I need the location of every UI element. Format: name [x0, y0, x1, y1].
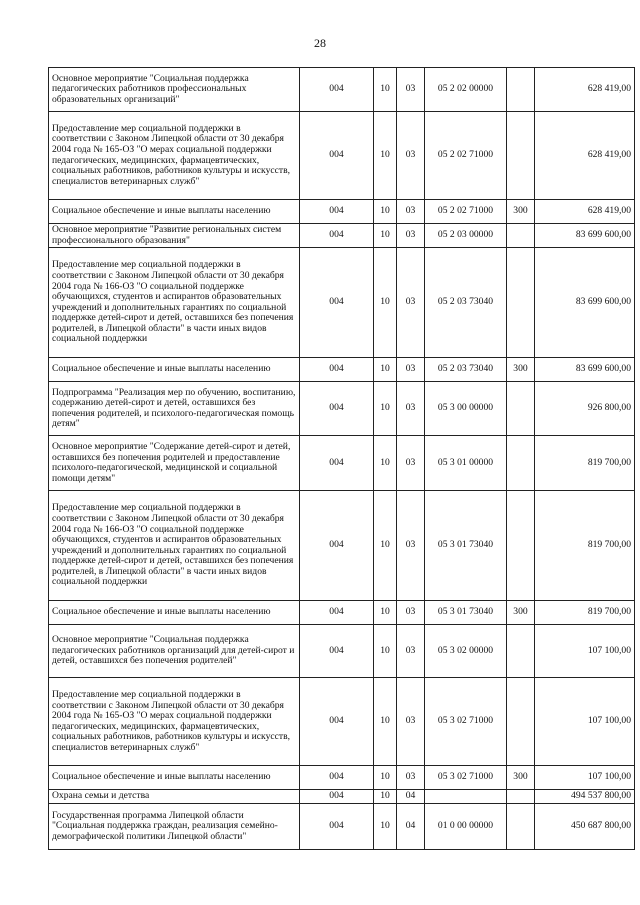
table-row: [49, 436, 635, 491]
row-name: Предоставление мер социальной поддержки в соответствии с Законом Липецкой области от 30 декабря 2004 года № 166-ОЗ "О социальной поддержке обучающихся, студентов и аспирантов образовательных учреждений и дополнительных гарантиях по социальной поддержке детей-сирот и детей, оставшихся без попечения родителей, в Липецкой области" в части иных видов социальной поддержки: [49, 491, 300, 601]
amount: 819 700,00: [535, 436, 635, 491]
grbs-code: 004: [300, 678, 374, 766]
target-article-code: 05 3 01 73040: [425, 491, 507, 601]
subsection-code: 03: [397, 68, 425, 112]
target-article-code: 05 2 03 73040: [425, 248, 507, 358]
section-code: 10: [374, 200, 397, 224]
section-code: 10: [374, 382, 397, 436]
amount: 628 419,00: [535, 68, 635, 112]
section-code: 10: [374, 678, 397, 766]
row-name: Предоставление мер социальной поддержки в соответствии с Законом Липецкой области от 30 декабря 2004 года № 165-ОЗ "О мерах социальной поддержки педагогических, медицинских, фармацевтических, социальных работников, работников культуры и искусств, специалистов ветеринарных служб": [49, 678, 300, 766]
table-row: [49, 382, 635, 436]
grbs-code: 004: [300, 601, 374, 625]
target-article-code: 05 2 03 00000: [425, 224, 507, 248]
target-article-code: 05 3 01 00000: [425, 436, 507, 491]
section-code: 10: [374, 766, 397, 790]
row-name: Государственная программа Липецкой области "Социальная поддержка граждан, реализация семейно-демографической политики Липецкой области": [49, 804, 300, 850]
row-name: Социальное обеспечение и иные выплаты населению: [49, 200, 300, 224]
table-row: [49, 790, 635, 804]
grbs-code: 004: [300, 790, 374, 804]
section-code: 10: [374, 625, 397, 678]
target-article-code: [425, 790, 507, 804]
row-name: Основное мероприятие "Социальная поддержка педагогических работников организаций для детей-сирот и детей, оставшихся без попечения родителей": [49, 625, 300, 678]
subsection-code: 03: [397, 248, 425, 358]
expense-type-code: [507, 382, 535, 436]
row-name: Социальное обеспечение и иные выплаты населению: [49, 358, 300, 382]
table-row: [49, 678, 635, 766]
grbs-code: 004: [300, 112, 374, 200]
amount: 107 100,00: [535, 625, 635, 678]
section-code: 10: [374, 224, 397, 248]
grbs-code: 004: [300, 625, 374, 678]
section-code: 10: [374, 112, 397, 200]
table-row: [49, 625, 635, 678]
section-code: 10: [374, 790, 397, 804]
amount: 628 419,00: [535, 200, 635, 224]
expense-type-code: [507, 112, 535, 200]
expense-type-code: [507, 68, 535, 112]
target-article-code: 05 3 01 73040: [425, 601, 507, 625]
subsection-code: 03: [397, 601, 425, 625]
table-row: [49, 112, 635, 200]
subsection-code: 04: [397, 804, 425, 850]
table-row: [49, 224, 635, 248]
grbs-code: 004: [300, 766, 374, 790]
expense-type-code: 300: [507, 200, 535, 224]
expense-type-code: 300: [507, 766, 535, 790]
amount: 628 419,00: [535, 112, 635, 200]
amount: 83 699 600,00: [535, 358, 635, 382]
page-number: 28: [314, 36, 326, 50]
table-row: [49, 68, 635, 112]
subsection-code: 03: [397, 200, 425, 224]
row-name: Предоставление мер социальной поддержки в соответствии с Законом Липецкой области от 30 декабря 2004 года № 165-ОЗ "О мерах социальной поддержки педагогических, медицинских, фармацевтических, социальных работников, работников культуры и искусств, специалистов ветеринарных служб": [49, 112, 300, 200]
grbs-code: 004: [300, 436, 374, 491]
row-name: Социальное обеспечение и иные выплаты населению: [49, 766, 300, 790]
section-code: 10: [374, 601, 397, 625]
grbs-code: 004: [300, 224, 374, 248]
table-row: [49, 804, 635, 850]
subsection-code: 03: [397, 382, 425, 436]
grbs-code: 004: [300, 804, 374, 850]
target-article-code: 05 3 02 00000: [425, 625, 507, 678]
row-name: Охрана семьи и детства: [49, 790, 300, 804]
section-code: 10: [374, 804, 397, 850]
amount: 926 800,00: [535, 382, 635, 436]
row-name: Социальное обеспечение и иные выплаты населению: [49, 601, 300, 625]
grbs-code: 004: [300, 68, 374, 112]
table-row: [49, 358, 635, 382]
row-name: Предоставление мер социальной поддержки в соответствии с Законом Липецкой области от 30 декабря 2004 года № 166-ОЗ "О социальной поддержке обучающихся, студентов и аспирантов образовательных учреждений и дополнительных гарантиях по социальной поддержке детей-сирот и детей, оставшихся без попечения родителей, в Липецкой области" в части иных видов социальной поддержки: [49, 248, 300, 358]
subsection-code: 03: [397, 766, 425, 790]
expense-type-code: 300: [507, 601, 535, 625]
target-article-code: 05 3 00 00000: [425, 382, 507, 436]
grbs-code: 004: [300, 382, 374, 436]
budget-table: [48, 67, 635, 850]
section-code: 10: [374, 436, 397, 491]
grbs-code: 004: [300, 200, 374, 224]
section-code: 10: [374, 358, 397, 382]
amount: 819 700,00: [535, 601, 635, 625]
subsection-code: 03: [397, 625, 425, 678]
target-article-code: 05 2 02 00000: [425, 68, 507, 112]
table-row: [49, 491, 635, 601]
grbs-code: 004: [300, 358, 374, 382]
amount: 107 100,00: [535, 678, 635, 766]
expense-type-code: [507, 678, 535, 766]
row-name: Основное мероприятие "Содержание детей-сирот и детей, оставшихся без попечения родителей и предоставление психолого-педагогической, медицинской и социальной помощи детям": [49, 436, 300, 491]
row-name: Основное мероприятие "Социальная поддержка педагогических работников профессиональных образовательных организаций": [49, 68, 300, 112]
target-article-code: 05 2 03 73040: [425, 358, 507, 382]
subsection-code: 03: [397, 112, 425, 200]
table-row: [49, 248, 635, 358]
amount: 450 687 800,00: [535, 804, 635, 850]
subsection-code: 03: [397, 436, 425, 491]
target-article-code: 01 0 00 00000: [425, 804, 507, 850]
target-article-code: 05 3 02 71000: [425, 766, 507, 790]
amount: 107 100,00: [535, 766, 635, 790]
grbs-code: 004: [300, 491, 374, 601]
expense-type-code: [507, 436, 535, 491]
subsection-code: 03: [397, 678, 425, 766]
expense-type-code: [507, 491, 535, 601]
expense-type-code: [507, 804, 535, 850]
expense-type-code: 300: [507, 358, 535, 382]
table-row: [49, 766, 635, 790]
expense-type-code: [507, 224, 535, 248]
subsection-code: 03: [397, 224, 425, 248]
table-row: [49, 200, 635, 224]
target-article-code: 05 2 02 71000: [425, 112, 507, 200]
amount: 83 699 600,00: [535, 248, 635, 358]
expense-type-code: [507, 625, 535, 678]
amount: 494 537 800,00: [535, 790, 635, 804]
amount: 83 699 600,00: [535, 224, 635, 248]
table-row: [49, 601, 635, 625]
amount: 819 700,00: [535, 491, 635, 601]
target-article-code: 05 3 02 71000: [425, 678, 507, 766]
subsection-code: 03: [397, 358, 425, 382]
table-body: [49, 68, 635, 850]
expense-type-code: [507, 790, 535, 804]
target-article-code: 05 2 02 71000: [425, 200, 507, 224]
grbs-code: 004: [300, 248, 374, 358]
row-name: Подпрограмма "Реализация мер по обучению, воспитанию, содержанию детей-сирот и детей, оставшихся без попечения родителей, и психолого-педагогическая помощь детям": [49, 382, 300, 436]
section-code: 10: [374, 68, 397, 112]
row-name: Основное мероприятие "Развитие региональных систем профессионального образования": [49, 224, 300, 248]
section-code: 10: [374, 491, 397, 601]
expense-type-code: [507, 248, 535, 358]
subsection-code: 04: [397, 790, 425, 804]
section-code: 10: [374, 248, 397, 358]
subsection-code: 03: [397, 491, 425, 601]
